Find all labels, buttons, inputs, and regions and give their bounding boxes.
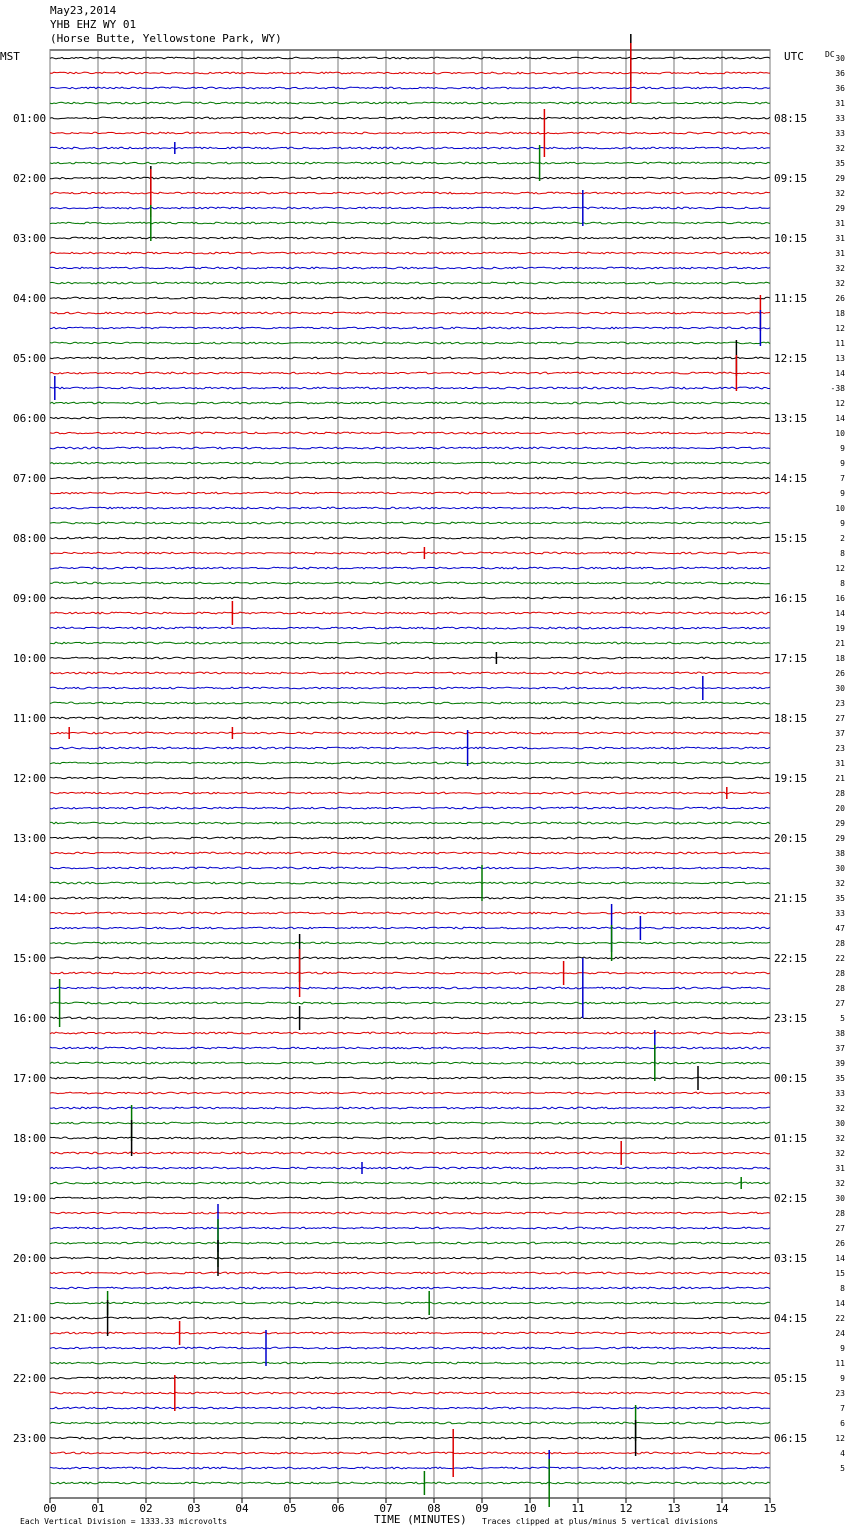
trace-line bbox=[50, 147, 770, 149]
trace-line bbox=[50, 1107, 770, 1109]
trace-line bbox=[50, 297, 770, 299]
dc-offset-value: 20 bbox=[835, 804, 845, 813]
x-tick-label: 12 bbox=[619, 1502, 633, 1515]
footer-clip-note: Traces clipped at plus/minus 5 vertical divisions bbox=[482, 1517, 719, 1526]
dc-offset-value: 10 bbox=[835, 504, 845, 513]
trace-line bbox=[50, 552, 770, 554]
trace-line bbox=[50, 582, 770, 584]
x-tick-label: 05 bbox=[283, 1502, 297, 1515]
utc-hour-label: 09:15 bbox=[774, 172, 808, 185]
trace-line bbox=[50, 927, 770, 929]
dc-offset-value: 15 bbox=[835, 1269, 845, 1278]
trace-line bbox=[50, 1032, 770, 1034]
dc-offset-value: 33 bbox=[835, 1089, 845, 1098]
trace-line bbox=[50, 702, 770, 704]
mst-hour-label: 15:00 bbox=[13, 952, 47, 965]
trace-line bbox=[50, 732, 770, 734]
trace-line bbox=[50, 1227, 770, 1229]
dc-offset-value: 30 bbox=[835, 864, 845, 873]
x-tick-label: 06 bbox=[331, 1502, 345, 1515]
dc-offset-value: 12 bbox=[835, 1434, 845, 1443]
dc-offset-value: 35 bbox=[835, 1074, 845, 1083]
trace-line bbox=[50, 1182, 770, 1184]
x-tick-label: 13 bbox=[667, 1502, 681, 1515]
trace-line bbox=[50, 897, 770, 899]
utc-hour-label: 19:15 bbox=[774, 772, 808, 785]
dc-offset-value: 28 bbox=[835, 1209, 845, 1218]
x-tick-label: 02 bbox=[139, 1502, 153, 1515]
trace-line bbox=[50, 1377, 770, 1379]
dc-offset-value: 9 bbox=[840, 519, 845, 528]
dc-offset-value: 5 bbox=[840, 1464, 845, 1473]
dc-offset-value: 6 bbox=[840, 1419, 845, 1428]
dc-offset-value: 12 bbox=[835, 399, 845, 408]
mst-hour-label: 21:00 bbox=[13, 1312, 47, 1325]
trace-line bbox=[50, 777, 770, 779]
trace-line bbox=[50, 522, 770, 524]
dc-offset-value: 32 bbox=[835, 264, 845, 273]
utc-hour-label: 23:15 bbox=[774, 1012, 808, 1025]
trace-line bbox=[50, 87, 770, 89]
trace-line bbox=[50, 372, 770, 374]
trace-line bbox=[50, 597, 770, 599]
dc-offset-value: 18 bbox=[835, 309, 845, 318]
dc-offset-value: -38 bbox=[830, 384, 845, 393]
x-tick-label: 14 bbox=[715, 1502, 729, 1515]
dc-offset-value: 32 bbox=[835, 879, 845, 888]
dc-offset-value: 28 bbox=[835, 789, 845, 798]
trace-line bbox=[50, 252, 770, 254]
dc-offset-value: 38 bbox=[835, 1029, 845, 1038]
x-tick-label: 11 bbox=[571, 1502, 585, 1515]
station-code: YHB EHZ WY 01 bbox=[50, 18, 137, 31]
mst-hour-label: 23:00 bbox=[13, 1432, 47, 1445]
mst-hour-label: 09:00 bbox=[13, 592, 47, 605]
trace-line bbox=[50, 327, 770, 329]
utc-hour-label: 10:15 bbox=[774, 232, 808, 245]
trace-line bbox=[50, 342, 770, 344]
trace-line bbox=[50, 222, 770, 224]
dc-offset-value: 14 bbox=[835, 1299, 845, 1308]
dc-offset-value: 12 bbox=[835, 564, 845, 573]
trace-line bbox=[50, 192, 770, 194]
trace-line bbox=[50, 102, 770, 104]
utc-hour-label: 01:15 bbox=[774, 1132, 808, 1145]
dc-offset-value: 27 bbox=[835, 714, 845, 723]
dc-offset-value: 32 bbox=[835, 1179, 845, 1188]
trace-line bbox=[50, 747, 770, 749]
trace-line bbox=[50, 312, 770, 314]
dc-offset-value: 31 bbox=[835, 249, 845, 258]
dc-offset-value: 14 bbox=[835, 609, 845, 618]
dc-offset-value: 27 bbox=[835, 999, 845, 1008]
trace-line bbox=[50, 132, 770, 134]
trace-line bbox=[50, 972, 770, 974]
mst-hour-label: 22:00 bbox=[13, 1372, 47, 1385]
x-axis-label: TIME (MINUTES) bbox=[374, 1513, 467, 1526]
utc-hour-label: 05:15 bbox=[774, 1372, 808, 1385]
dc-offset-value: 26 bbox=[835, 1239, 845, 1248]
mst-hour-label: 18:00 bbox=[13, 1132, 47, 1145]
trace-line bbox=[50, 462, 770, 464]
dc-offset-value: 37 bbox=[835, 1044, 845, 1053]
utc-label: UTC bbox=[784, 50, 804, 63]
dc-offset-value: 31 bbox=[835, 759, 845, 768]
trace-line bbox=[50, 1287, 770, 1289]
dc-offset-value: 29 bbox=[835, 834, 845, 843]
trace-line bbox=[50, 1062, 770, 1064]
trace-line bbox=[50, 1197, 770, 1199]
mst-hour-label: 16:00 bbox=[13, 1012, 47, 1025]
x-tick-label: 15 bbox=[763, 1502, 777, 1515]
x-tick-label: 08 bbox=[427, 1502, 441, 1515]
dc-offset-value: 31 bbox=[835, 1164, 845, 1173]
dc-offset-value: 32 bbox=[835, 1149, 845, 1158]
trace-line bbox=[50, 852, 770, 854]
dc-offset-value: 7 bbox=[840, 474, 845, 483]
utc-hour-label: 22:15 bbox=[774, 952, 808, 965]
dc-offset-value: 31 bbox=[835, 234, 845, 243]
mst-hour-label: 01:00 bbox=[13, 112, 47, 125]
dc-offset-value: 30 bbox=[835, 1119, 845, 1128]
dc-offset-value: 2 bbox=[840, 534, 845, 543]
mst-hour-label: 04:00 bbox=[13, 292, 47, 305]
trace-line bbox=[50, 1047, 770, 1049]
dc-offset-value: 4 bbox=[840, 1449, 845, 1458]
mst-hour-label: 13:00 bbox=[13, 832, 47, 845]
trace-line bbox=[50, 402, 770, 404]
dc-offset-value: 11 bbox=[835, 339, 845, 348]
trace-line bbox=[50, 1017, 770, 1019]
trace-line bbox=[50, 117, 770, 119]
trace-line bbox=[50, 1437, 770, 1439]
dc-offset-value: 29 bbox=[835, 819, 845, 828]
dc-offset-value: 13 bbox=[835, 354, 845, 363]
dc-offset-labels bbox=[831, 54, 846, 1473]
trace-line bbox=[50, 837, 770, 839]
trace-line bbox=[50, 267, 770, 269]
trace-line bbox=[50, 1272, 770, 1274]
dc-offset-value: 39 bbox=[835, 1059, 845, 1068]
trace-line bbox=[50, 357, 770, 359]
dc-offset-value: 12 bbox=[835, 324, 845, 333]
dc-offset-value: 28 bbox=[835, 969, 845, 978]
dc-offset-value: 14 bbox=[835, 1254, 845, 1263]
utc-hour-label: 00:15 bbox=[774, 1072, 808, 1085]
dc-offset-value: 32 bbox=[835, 1134, 845, 1143]
trace-line bbox=[50, 987, 770, 989]
dc-offset-value: 30 bbox=[835, 54, 845, 63]
trace-line bbox=[50, 1392, 770, 1394]
dc-offset-value: 33 bbox=[835, 114, 845, 123]
trace-line bbox=[50, 792, 770, 794]
dc-offset-value: 24 bbox=[835, 1329, 845, 1338]
trace-line bbox=[50, 1302, 770, 1304]
trace-line bbox=[50, 1482, 770, 1484]
trace-line bbox=[50, 537, 770, 539]
utc-hour-label: 14:15 bbox=[774, 472, 808, 485]
trace-line bbox=[50, 1092, 770, 1094]
dc-offset-value: 9 bbox=[840, 489, 845, 498]
mst-hour-label: 07:00 bbox=[13, 472, 47, 485]
trace-line bbox=[50, 942, 770, 944]
dc-offset-value: 35 bbox=[835, 894, 845, 903]
trace-line bbox=[50, 1347, 770, 1349]
dc-offset-value: 32 bbox=[835, 189, 845, 198]
trace-line bbox=[50, 162, 770, 164]
utc-hour-label: 08:15 bbox=[774, 112, 808, 125]
dc-offset-value: 47 bbox=[835, 924, 845, 933]
dc-offset-value: 30 bbox=[835, 684, 845, 693]
dc-offset-value: 16 bbox=[835, 594, 845, 603]
footer-scale-note: Each Vertical Division = 1333.33 microvolts bbox=[20, 1517, 228, 1526]
dc-offset-value: 28 bbox=[835, 984, 845, 993]
dc-offset-value: 7 bbox=[840, 1404, 845, 1413]
trace-line bbox=[50, 912, 770, 914]
dc-offset-value: 5 bbox=[840, 1014, 845, 1023]
trace-line bbox=[50, 1212, 770, 1214]
dc-offset-value: 29 bbox=[835, 174, 845, 183]
utc-hour-label: 02:15 bbox=[774, 1192, 808, 1205]
trace-line bbox=[50, 1137, 770, 1139]
trace-line bbox=[50, 822, 770, 824]
dc-offset-value: 35 bbox=[835, 159, 845, 168]
mst-label: MST bbox=[0, 50, 20, 63]
dc-offset-value: 22 bbox=[835, 1314, 845, 1323]
trace-line bbox=[50, 1257, 770, 1259]
dc-offset-value: 14 bbox=[835, 414, 845, 423]
trace-line bbox=[50, 207, 770, 209]
dc-offset-value: 8 bbox=[840, 549, 845, 558]
dc-offset-value: 31 bbox=[835, 219, 845, 228]
dc-label: DC bbox=[825, 50, 835, 59]
trace-line bbox=[50, 717, 770, 719]
utc-hour-label: 15:15 bbox=[774, 532, 808, 545]
dc-offset-value: 8 bbox=[840, 1284, 845, 1293]
mst-hour-label: 02:00 bbox=[13, 172, 47, 185]
dc-offset-value: 23 bbox=[835, 744, 845, 753]
dc-offset-value: 10 bbox=[835, 429, 845, 438]
dc-offset-value: 28 bbox=[835, 939, 845, 948]
trace-line bbox=[50, 1152, 770, 1154]
dc-offset-value: 27 bbox=[835, 1224, 845, 1233]
trace-line bbox=[50, 687, 770, 689]
dc-offset-value: 9 bbox=[840, 1344, 845, 1353]
mst-hour-label: 20:00 bbox=[13, 1252, 47, 1265]
trace-line bbox=[50, 957, 770, 959]
trace-line bbox=[50, 1167, 770, 1169]
trace-line bbox=[50, 432, 770, 434]
mst-hour-label: 08:00 bbox=[13, 532, 47, 545]
dc-offset-value: 21 bbox=[835, 774, 845, 783]
trace-line bbox=[50, 1122, 770, 1124]
utc-hour-label: 03:15 bbox=[774, 1252, 808, 1265]
mst-hour-label: 06:00 bbox=[13, 412, 47, 425]
x-tick-label: 07 bbox=[379, 1502, 393, 1515]
trace-line bbox=[50, 477, 770, 479]
trace-line bbox=[50, 1242, 770, 1244]
trace-line bbox=[50, 72, 770, 74]
dc-offset-value: 30 bbox=[835, 1194, 845, 1203]
trace-line bbox=[50, 1422, 770, 1424]
station-location: (Horse Butte, Yellowstone Park, WY) bbox=[50, 32, 282, 45]
dc-offset-value: 36 bbox=[835, 84, 845, 93]
dc-offset-value: 19 bbox=[835, 624, 845, 633]
dc-offset-value: 9 bbox=[840, 1374, 845, 1383]
dc-offset-value: 21 bbox=[835, 639, 845, 648]
dc-offset-value: 38 bbox=[835, 849, 845, 858]
dc-offset-value: 32 bbox=[835, 279, 845, 288]
trace-line bbox=[50, 1467, 770, 1469]
utc-hour-label: 18:15 bbox=[774, 712, 808, 725]
trace-line bbox=[50, 642, 770, 644]
trace-line bbox=[50, 567, 770, 569]
mst-hour-label: 19:00 bbox=[13, 1192, 47, 1205]
mst-hour-label: 10:00 bbox=[13, 652, 47, 665]
mst-hour-label: 17:00 bbox=[13, 1072, 47, 1085]
trace-line bbox=[50, 417, 770, 419]
trace-line bbox=[50, 807, 770, 809]
mst-hour-label: 14:00 bbox=[13, 892, 47, 905]
dc-offset-value: 33 bbox=[835, 909, 845, 918]
dc-offset-value: 9 bbox=[840, 444, 845, 453]
dc-offset-value: 22 bbox=[835, 954, 845, 963]
trace-line bbox=[50, 672, 770, 674]
utc-hour-label: 20:15 bbox=[774, 832, 808, 845]
x-tick-label: 09 bbox=[475, 1502, 489, 1515]
trace-line bbox=[50, 57, 770, 59]
utc-hour-label: 16:15 bbox=[774, 592, 808, 605]
mst-hour-label: 11:00 bbox=[13, 712, 47, 725]
trace-line bbox=[50, 657, 770, 659]
dc-offset-value: 26 bbox=[835, 294, 845, 303]
mst-hour-label: 05:00 bbox=[13, 352, 47, 365]
trace-line bbox=[50, 612, 770, 614]
trace-line bbox=[50, 1452, 770, 1454]
utc-hour-label: 11:15 bbox=[774, 292, 808, 305]
trace-line bbox=[50, 1362, 770, 1364]
utc-hour-label: 17:15 bbox=[774, 652, 808, 665]
trace-line bbox=[50, 507, 770, 509]
x-tick-label: 04 bbox=[235, 1502, 249, 1515]
dc-offset-value: 31 bbox=[835, 99, 845, 108]
trace-line bbox=[50, 1407, 770, 1409]
utc-hour-label: 06:15 bbox=[774, 1432, 808, 1445]
utc-hour-label: 21:15 bbox=[774, 892, 808, 905]
seismic-traces bbox=[50, 57, 770, 1484]
trace-line bbox=[50, 282, 770, 284]
trace-line bbox=[50, 492, 770, 494]
x-tick-label: 03 bbox=[187, 1502, 201, 1515]
trace-line bbox=[50, 1317, 770, 1319]
dc-offset-value: 23 bbox=[835, 699, 845, 708]
dc-offset-value: 11 bbox=[835, 1359, 845, 1368]
utc-hour-label: 04:15 bbox=[774, 1312, 808, 1325]
trace-line bbox=[50, 1332, 770, 1334]
trace-line bbox=[50, 882, 770, 884]
trace-line bbox=[50, 237, 770, 239]
x-tick-label: 01 bbox=[91, 1502, 105, 1515]
trace-line bbox=[50, 177, 770, 179]
dc-offset-value: 33 bbox=[835, 129, 845, 138]
dc-offset-value: 18 bbox=[835, 654, 845, 663]
mst-hour-label: 12:00 bbox=[13, 772, 47, 785]
dc-offset-value: 36 bbox=[835, 69, 845, 78]
plot-date: May23,2014 bbox=[50, 4, 117, 17]
trace-line bbox=[50, 387, 770, 389]
trace-line bbox=[50, 867, 770, 869]
trace-line bbox=[50, 1077, 770, 1079]
trace-line bbox=[50, 762, 770, 764]
utc-hour-label: 13:15 bbox=[774, 412, 808, 425]
trace-line bbox=[50, 447, 770, 449]
trace-line bbox=[50, 1002, 770, 1004]
dc-offset-value: 32 bbox=[835, 1104, 845, 1113]
dc-offset-value: 23 bbox=[835, 1389, 845, 1398]
trace-line bbox=[50, 627, 770, 629]
seismic-events bbox=[55, 34, 761, 1507]
mst-hour-label: 03:00 bbox=[13, 232, 47, 245]
x-tick-label: 10 bbox=[523, 1502, 537, 1515]
dc-offset-value: 14 bbox=[835, 369, 845, 378]
dc-offset-value: 9 bbox=[840, 459, 845, 468]
dc-offset-value: 8 bbox=[840, 579, 845, 588]
dc-offset-value: 29 bbox=[835, 204, 845, 213]
dc-offset-value: 37 bbox=[835, 729, 845, 738]
dc-offset-value: 32 bbox=[835, 144, 845, 153]
dc-offset-value: 26 bbox=[835, 669, 845, 678]
x-tick-label: 00 bbox=[43, 1502, 57, 1515]
utc-hour-label: 12:15 bbox=[774, 352, 808, 365]
